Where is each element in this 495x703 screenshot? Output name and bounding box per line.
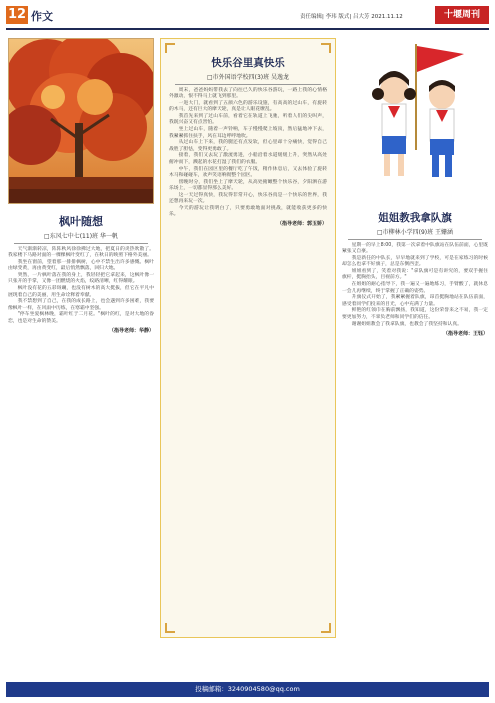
teacher-credit: （指导老师：王钰） (442, 330, 488, 337)
paragraph: 接着，我们又去玩了激流勇进，小船沿着水道缓缓上升，突然从高处俯冲而下，溅起的水花打湿了我们的衣服。 (169, 153, 327, 165)
paragraph: 我首先来到了过山车前，看着它在轨道上飞驰，听着人们的尖叫声，我既兴奋又有点害怕。 (169, 114, 327, 126)
article-title: 快乐谷里真快乐 (211, 57, 285, 69)
divider (14, 243, 148, 244)
teacher-credit: （指导老师：华静） (108, 328, 154, 335)
article-title: 姐姐教我拿队旗 (378, 212, 452, 224)
editor-meta: 责任编辑| 李玮 版式| 吕大芳 2021.11.12 (300, 14, 403, 20)
paragraph: 枫叶没有花的五彩斑斓，也没有树木的高大挺拔，但它在平凡中展现着自己的美丽，用生命诠释着奉献。 (8, 286, 154, 298)
article-byline: □市柳林小学四(9)班 王姗涵 (376, 229, 454, 236)
page-number: 12 (7, 7, 27, 22)
paragraph: 我坐在窗前，望着那一排排枫树，心中不禁生出许多感慨。枫叶由绿变黄，再由黄变红，最后悄然飘落，回归大地。 (8, 260, 154, 272)
article-title: 枫叶随想 (59, 215, 103, 228)
paragraph: 谢谢姐姐教会了我拿队旗，也教会了我坚持和认真。 (351, 321, 462, 327)
paragraph: "停车坐爱枫林晚，霜叶红于二月花。"枫叶的红，是对大地的眷恋，也是对生命的赞美。 (8, 312, 154, 324)
divider (175, 84, 321, 85)
article-body (342, 243, 488, 328)
right-article (342, 38, 488, 337)
frame-corner (321, 623, 331, 633)
paragraph: 突然，一片枫叶落在我的身上，我轻轻把它拿起来，这枫叶像一只张开的手掌，又像一团燃烧的火焰，纹路清晰，红得耀眼。 (8, 273, 154, 285)
teacher-credit: （指导老师：郭玉娇） (276, 221, 327, 228)
frame-corner (321, 43, 331, 53)
page-header (0, 0, 495, 30)
paragraph: 坐上过山车，随着一声铃响，车子慢慢爬上坡顶，然后猛地冲下去，我紧紧抓住扶手，风在耳边呼呼地吹。 (169, 127, 327, 139)
left-article (8, 38, 154, 334)
paragraph: 在姐姐的耐心指导下，我一遍又一遍地练习，手臂酸了，就休息一会儿再继续，终于掌握了正确的姿势。 (342, 282, 488, 294)
article-byline: □东风七中七(11)班 华一帆 (44, 233, 118, 240)
paragraph: 星期一的早上8:00，我第一次拿着中队旗站在队伍前面，心里既紧张又自豪。 (342, 243, 488, 255)
frame-corner (165, 623, 175, 633)
submission-email-bar: 投稿邮箱：3240904580@qq.com (6, 682, 489, 697)
article-body (169, 88, 327, 218)
newspaper-brand: 十堰周刊 (435, 6, 489, 24)
divider (348, 239, 482, 240)
paragraph: 我不禁想到了自己，在我的成长路上，也会遇到许多困难，我要像枫叶一样，在风雨中历练，在寒霜中坚强。 (8, 299, 154, 311)
paragraph: 一进大门，就看到了五颜六色的游乐设施，有高高的过山车，有旋转的木马，还有巨大的摩天轮，真是让人眼花缭乱。 (169, 101, 327, 113)
paragraph: 鲜艳的红领巾在胸前飘扬，我知道，这份荣誉来之不易，我一定要更加努力，不辜负老师和同学们的信任。 (342, 308, 488, 320)
middle-article (160, 38, 336, 638)
article-frame (160, 38, 336, 638)
paragraph: 升旗仪式开始了，我紧紧握着队旗，昂首挺胸地站在队伍前面，感受着同学们投来的目光，心中充满了力量。 (342, 295, 488, 307)
paragraph: 中午，我们在园区里的餐厅吃了午饭，稍作休息后，又去体验了旋转木马和碰碰车，欢声笑语响彻整个园区。 (169, 166, 327, 178)
frame-corner (165, 43, 175, 53)
paragraph: 姐姐看到了，笑着对我说："拿队旗可是有讲究的，要双手握住旗杆，挺胸抬头，目视前方。" (342, 269, 488, 281)
header-rule (6, 28, 489, 30)
paragraph: 从过山车上下来，我的腿还有点发软，但心里却十分痛快，觉得自己战胜了胆怯，变得更勇敢了。 (169, 140, 327, 152)
section-title: 作文 (31, 10, 53, 23)
article-byline: □市外国语学校四(3)班 吴逸龙 (206, 74, 290, 81)
kids-with-flag-illustration (342, 38, 488, 186)
paragraph: 今天的游玩让我明白了，只要勇敢地面对挑战，就能收获更多的快乐。 (169, 205, 327, 218)
paragraph: 傍晚时分，我们坐上了摩天轮，从高处俯瞰整个快乐谷，夕阳洒在游乐场上，一切都显得那么美好。 (169, 179, 327, 191)
maple-tree-photo (8, 38, 154, 204)
paragraph: 天气渐渐转凉，阵阵秋风徐徐拂过大地，把夏日的炎热吹散了。我家楼下马路对面的一棵棵枫叶变红了，在秋日的映照下格外美丽。 (8, 247, 154, 259)
paragraph: 我是新任的中队长，早早地就来到了学校，可是在家练习的时候却怎么也拿不好旗子，总是东倒西歪。 (342, 256, 488, 268)
paragraph: 这一天过得真快，我玩得非常开心，快乐谷真是一个快乐的世界，我还想再来玩一次。 (169, 192, 327, 205)
article-body (8, 247, 154, 325)
paragraph: 周末，爸爸妈妈带我去了向往已久的快乐谷游玩，一路上我的心情格外激动，恨不得马上就飞到那里。 (169, 88, 327, 100)
